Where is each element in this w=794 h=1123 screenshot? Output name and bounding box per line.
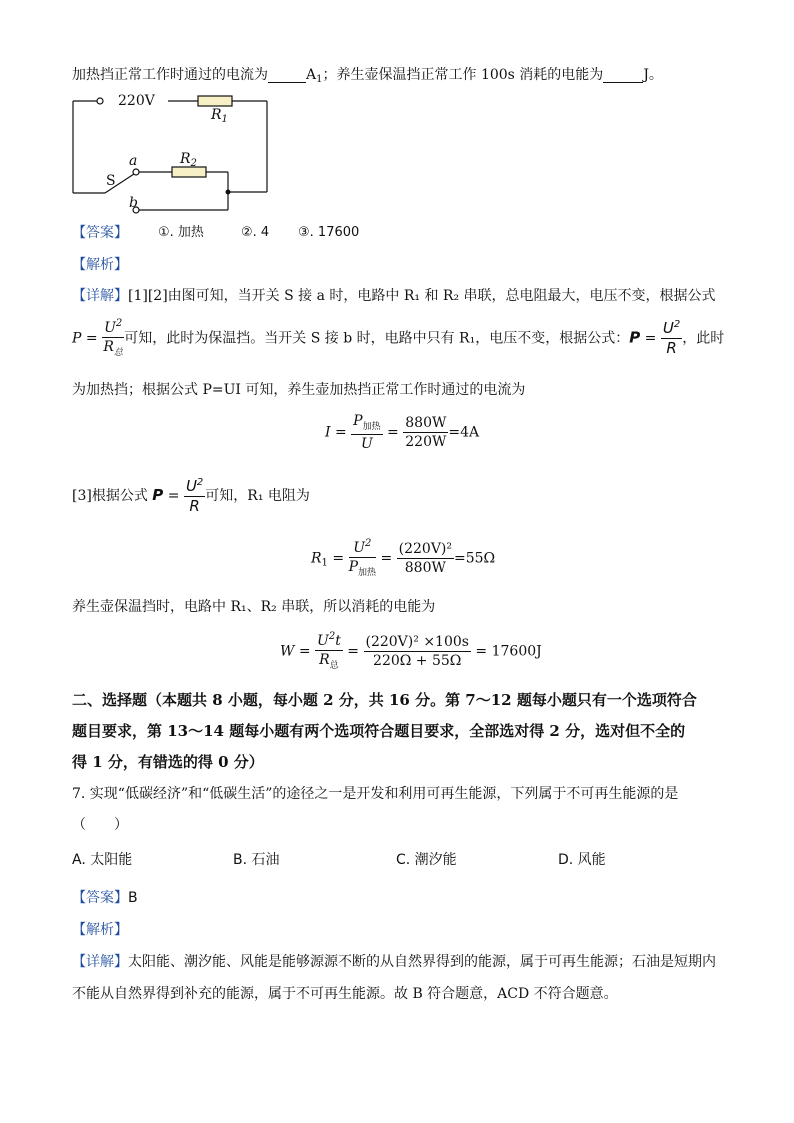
equation-current: I = $\frac{P_{加热}}{U}$ = $\frac{880W}{220W}$ =4A: [325, 413, 480, 452]
switch-label: S: [106, 173, 116, 189]
option-d: D. 风能: [558, 852, 606, 868]
text: 太阳能、潮汐能、风能是能够源源不断的从自然界得到的能源，属于可再生能源；石油是短期内: [128, 954, 716, 970]
text: 可知，此时为保温挡。当开关 S 接 b 时，电路中只有 R₁，电压不变，根据公式：: [124, 330, 630, 347]
analysis-tag: 【解析】: [72, 257, 128, 273]
eq-mid-num: 880W: [405, 414, 447, 431]
answer-tag: 【答案】: [72, 225, 128, 241]
eq-mid-num: (220V)² ×100s: [365, 633, 469, 650]
q7-analysis-tag: 【解析】: [72, 922, 128, 938]
text: ；养生壶保温挡正常工作 100s 消耗的电能为: [322, 67, 604, 83]
equation-resistance: $R_1$ = $\frac{U^2}{P_{加热}}$ = $\frac{\text{(220V)²}}{880W}$ =55Ω: [311, 538, 496, 578]
answer-item-1: ①. 加热: [158, 225, 204, 240]
fill-blank-line: [72, 68, 663, 85]
option-a: A. 太阳能: [72, 852, 133, 868]
r1-sub: 1: [221, 114, 228, 125]
r2-sub: 2: [190, 158, 197, 169]
r1-label: [211, 108, 228, 125]
blank-1: [268, 68, 306, 83]
blank-2: [603, 68, 643, 83]
r1-letter: R: [211, 107, 222, 123]
eq-mid-den: 220W: [405, 433, 447, 450]
section-heading-line1: 二、选择题（本题共 8 小题，每小题 2 分，共 16 分。第 7～12 题每小题只有一个选项符合: [72, 691, 697, 709]
section-heading-line2: 题目要求，第 13～14 题每小题有两个选项符合题目要求，全部选对得 2 分，选对但不全的: [72, 722, 686, 740]
question-7-stem: 7. 实现“低碳经济”和“低碳生活”的途径之一是开发和利用可再生能源，下列属于不可再生能源的是: [72, 786, 679, 802]
eq-lhs: I =: [325, 424, 347, 441]
answer-item-3: ③. 17600: [298, 225, 360, 240]
eq-result: =55Ω: [454, 550, 496, 567]
circuit-diagram: [60, 88, 280, 218]
detail-para-4: [3]根据公式 P = $\frac{U^2}{R}$ 可知，R₁ 电阻为: [72, 477, 310, 515]
q7-detail-line1: [72, 955, 716, 969]
equation-energy: W = $\frac{U^2t}{R_总}$ = $\frac{\text{(220V)² ×100s}}{220\Omega + 55\Omega}$ = 17600J: [280, 631, 542, 671]
eq-den: U: [360, 435, 373, 452]
question-7-paren: （ ）: [72, 817, 128, 833]
unit-sub: 1: [316, 74, 323, 85]
answer-tag: 【答案】: [72, 890, 128, 906]
option-b: B. 石油: [233, 852, 280, 868]
text: 可知，R₁ 电阻为: [205, 488, 310, 504]
q7-detail-line2: 不能从自然界得到补充的能源，属于不可再生能源。故 B 符合题意，ACD 不符合题意。: [72, 986, 618, 1002]
voltage-label: 220V: [118, 93, 155, 109]
eq-result: =4A: [448, 424, 480, 441]
text: [1][2]由图可知，当开关 S 接 a 时，电路中 R₁ 和 R₂ 串联，总电阻最大，电压不变，根据公式: [128, 288, 716, 304]
text: 加热挡正常工作时通过的电流为: [72, 67, 268, 83]
option-c: C. 潮汐能: [396, 852, 457, 868]
section-heading-line3: 得 1 分，有错选的得 0 分）: [72, 753, 264, 771]
detail-para-1: [72, 289, 716, 303]
r2-label: [180, 152, 197, 169]
r2-letter: R: [180, 151, 191, 167]
detail-tag: 【详解】: [72, 288, 128, 304]
text: [3]根据公式: [72, 488, 148, 504]
detail-para-5: 养生壶保温挡时，电路中 R₁、R₂ 串联，所以消耗的电能为: [72, 599, 436, 615]
unit: J。: [643, 67, 663, 83]
text: ，此时: [682, 330, 725, 347]
answer-item-2: ②. 4: [241, 225, 270, 240]
node-b-label: b: [129, 195, 138, 211]
eq-result: = 17600J: [475, 643, 542, 660]
detail-tag: 【详解】: [72, 954, 128, 970]
q7-answer: [72, 891, 138, 905]
unit: A: [306, 67, 317, 83]
eq-mid-den: 220Ω + 55Ω: [373, 652, 462, 669]
answer-value: B: [128, 890, 138, 906]
node-a-label: a: [129, 153, 138, 169]
eq-mid-den: 880W: [404, 559, 446, 576]
detail-para-3: 为加热挡；根据公式 P=UI 可知，养生壶加热挡正常工作时通过的电流为: [72, 382, 526, 398]
eq-mid-num: (220V)²: [398, 540, 453, 557]
detail-para-2: P = $\frac{U^2}{R_总}$ 可知，此时为保温挡。当开关 S 接 b 时，电路中只有 R₁，电压不变，根据公式：P = $\frac{U^2}{R}$ ，此时: [72, 318, 725, 358]
